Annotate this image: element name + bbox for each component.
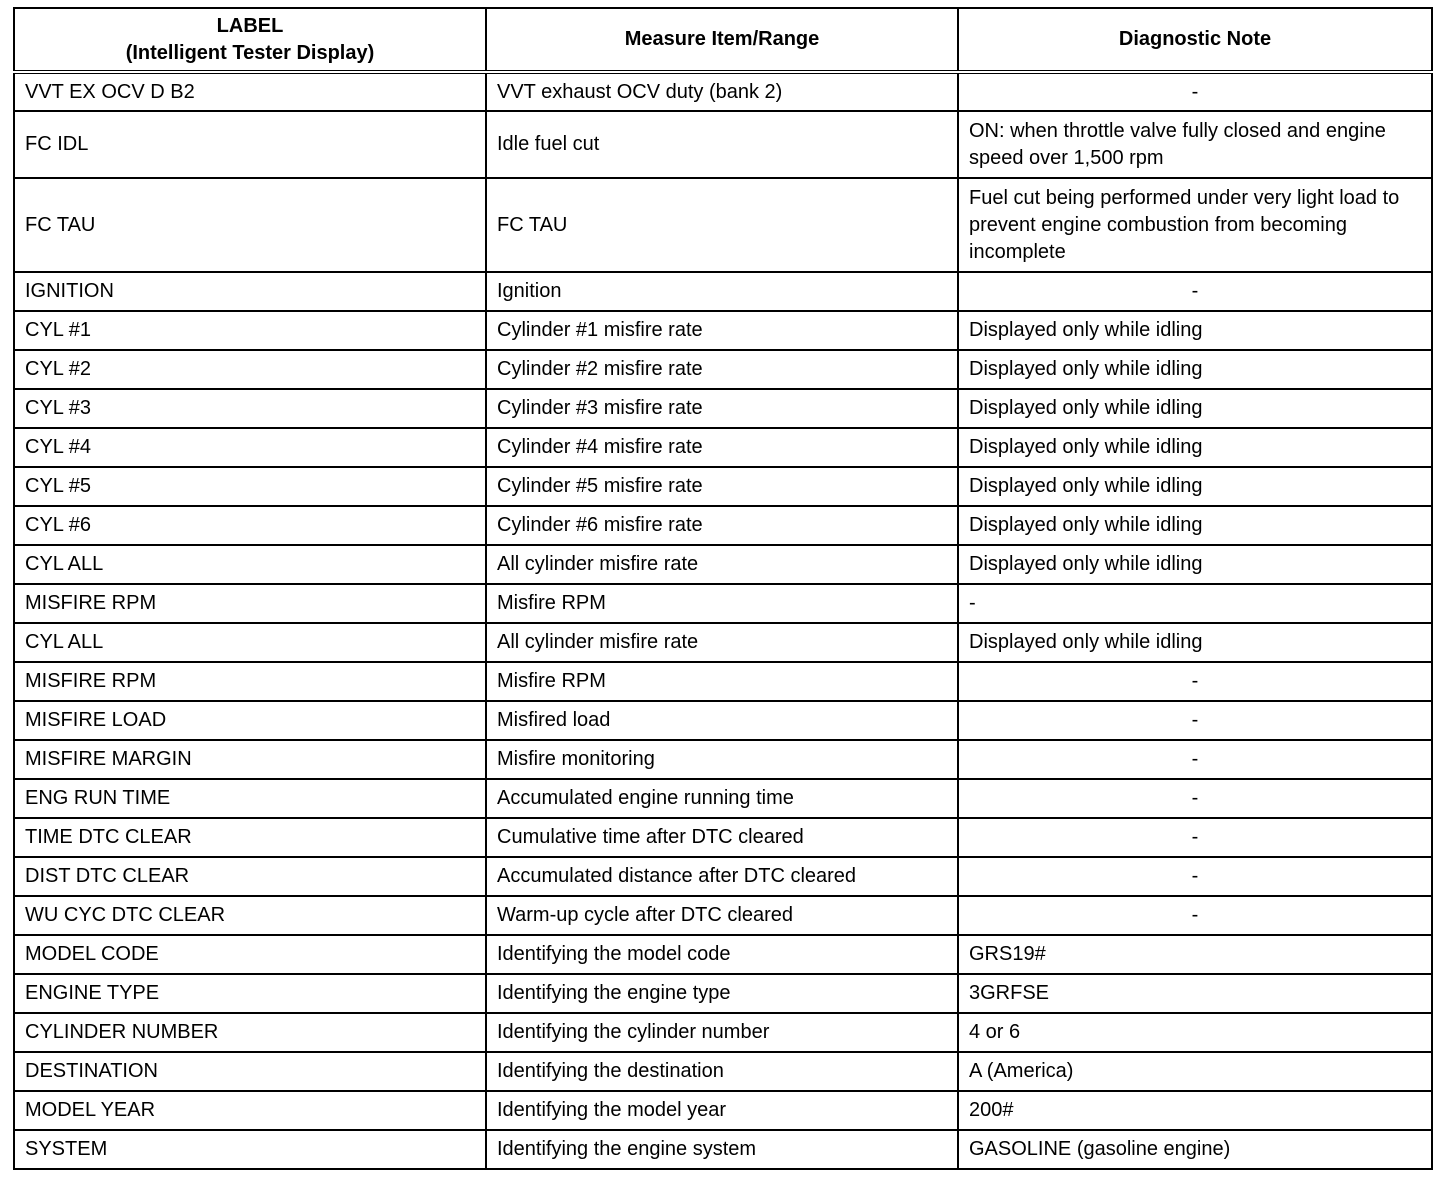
table-row (14, 584, 1432, 623)
cell-label: MISFIRE MARGIN (14, 740, 486, 779)
cell-note: Displayed only while idling (958, 545, 1432, 584)
cell-note: Displayed only while idling (958, 506, 1432, 545)
cell-note: - (958, 72, 1432, 111)
cell-label: MISFIRE RPM (14, 584, 486, 623)
table-row (14, 1013, 1432, 1052)
table-row (14, 72, 1432, 111)
header-note: Diagnostic Note (958, 8, 1432, 72)
cell-note: Displayed only while idling (958, 350, 1432, 389)
table-row (14, 740, 1432, 779)
cell-label: TIME DTC CLEAR (14, 818, 486, 857)
cell-measure: Misfired load (486, 701, 958, 740)
cell-measure: Cumulative time after DTC cleared (486, 818, 958, 857)
cell-note: GRS19# (958, 935, 1432, 974)
cell-note: - (958, 701, 1432, 740)
table-row (14, 1130, 1432, 1169)
cell-label: CYL ALL (14, 545, 486, 584)
cell-label: CYL ALL (14, 623, 486, 662)
cell-label: CYL #5 (14, 467, 486, 506)
cell-measure: Identifying the destination (486, 1052, 958, 1091)
diagnostic-data-table-container (13, 7, 1431, 1170)
cell-label: CYL #4 (14, 428, 486, 467)
cell-note: - (958, 662, 1432, 701)
header-label-line1: LABEL (216, 14, 284, 37)
cell-measure: Idle fuel cut (486, 111, 958, 178)
cell-note: ON: when throttle valve fully closed and engine speed over 1,500 rpm (958, 111, 1432, 178)
cell-measure: All cylinder misfire rate (486, 545, 958, 584)
table-row (14, 428, 1432, 467)
cell-measure: Identifying the engine system (486, 1130, 958, 1169)
cell-note: A (America) (958, 1052, 1432, 1091)
cell-measure: Accumulated distance after DTC cleared (486, 857, 958, 896)
table-row (14, 467, 1432, 506)
cell-measure: Misfire RPM (486, 662, 958, 701)
cell-measure: Identifying the engine type (486, 974, 958, 1013)
cell-measure: Cylinder #4 misfire rate (486, 428, 958, 467)
cell-label: MODEL YEAR (14, 1091, 486, 1130)
cell-measure: Identifying the model year (486, 1091, 958, 1130)
cell-measure: VVT exhaust OCV duty (bank 2) (486, 72, 958, 111)
cell-note: - (958, 740, 1432, 779)
cell-label: CYL #3 (14, 389, 486, 428)
table-row (14, 857, 1432, 896)
cell-note: 200# (958, 1091, 1432, 1130)
cell-measure: Warm-up cycle after DTC cleared (486, 896, 958, 935)
cell-measure: Ignition (486, 272, 958, 311)
cell-note: - (958, 779, 1432, 818)
cell-label: WU CYC DTC CLEAR (14, 896, 486, 935)
cell-label: VVT EX OCV D B2 (14, 72, 486, 111)
cell-label: ENG RUN TIME (14, 779, 486, 818)
cell-note: Displayed only while idling (958, 389, 1432, 428)
table-row (14, 818, 1432, 857)
table-row (14, 389, 1432, 428)
cell-measure: Cylinder #1 misfire rate (486, 311, 958, 350)
cell-measure: Accumulated engine running time (486, 779, 958, 818)
table-row (14, 350, 1432, 389)
table-row (14, 1091, 1432, 1130)
cell-measure: Misfire RPM (486, 584, 958, 623)
table-body (14, 72, 1432, 1169)
cell-note: - (958, 584, 1432, 623)
table-row (14, 974, 1432, 1013)
diagnostic-data-table (13, 7, 1433, 1170)
header-label-line2: (Intelligent Tester Display) (125, 41, 375, 64)
cell-label: IGNITION (14, 272, 486, 311)
cell-note: 4 or 6 (958, 1013, 1432, 1052)
table-row (14, 662, 1432, 701)
table-row (14, 701, 1432, 740)
cell-measure: Cylinder #3 misfire rate (486, 389, 958, 428)
cell-measure: Identifying the model code (486, 935, 958, 974)
table-row (14, 506, 1432, 545)
cell-note: Displayed only while idling (958, 467, 1432, 506)
header-label (14, 8, 486, 72)
cell-note: - (958, 818, 1432, 857)
cell-note: Displayed only while idling (958, 428, 1432, 467)
table-row (14, 111, 1432, 178)
cell-label: MISFIRE LOAD (14, 701, 486, 740)
table-row (14, 311, 1432, 350)
cell-note: GASOLINE (gasoline engine) (958, 1130, 1432, 1169)
cell-measure: All cylinder misfire rate (486, 623, 958, 662)
cell-note: 3GRFSE (958, 974, 1432, 1013)
cell-note: Displayed only while idling (958, 311, 1432, 350)
cell-label: DESTINATION (14, 1052, 486, 1091)
cell-measure: Cylinder #2 misfire rate (486, 350, 958, 389)
cell-label: CYL #2 (14, 350, 486, 389)
header-measure: Measure Item/Range (486, 8, 958, 72)
cell-label: FC IDL (14, 111, 486, 178)
header-row (14, 8, 1432, 72)
table-row (14, 623, 1432, 662)
cell-label: CYLINDER NUMBER (14, 1013, 486, 1052)
table-row (14, 272, 1432, 311)
cell-measure: Cylinder #6 misfire rate (486, 506, 958, 545)
cell-label: CYL #6 (14, 506, 486, 545)
cell-label: ENGINE TYPE (14, 974, 486, 1013)
cell-note: - (958, 896, 1432, 935)
cell-label: FC TAU (14, 178, 486, 272)
cell-note: - (958, 857, 1432, 896)
cell-label: DIST DTC CLEAR (14, 857, 486, 896)
table-row (14, 779, 1432, 818)
table-row (14, 545, 1432, 584)
cell-measure: Identifying the cylinder number (486, 1013, 958, 1052)
table-row (14, 935, 1432, 974)
cell-label: MODEL CODE (14, 935, 486, 974)
cell-note: Fuel cut being performed under very light load to prevent engine combustion from becoming incomplete (958, 178, 1432, 272)
table-row (14, 178, 1432, 272)
cell-measure: Cylinder #5 misfire rate (486, 467, 958, 506)
cell-measure: FC TAU (486, 178, 958, 272)
table-row (14, 1052, 1432, 1091)
cell-label: CYL #1 (14, 311, 486, 350)
table-header (14, 8, 1432, 72)
cell-note: - (958, 272, 1432, 311)
table-row (14, 896, 1432, 935)
cell-measure: Misfire monitoring (486, 740, 958, 779)
cell-note: Displayed only while idling (958, 623, 1432, 662)
cell-label: MISFIRE RPM (14, 662, 486, 701)
cell-label: SYSTEM (14, 1130, 486, 1169)
